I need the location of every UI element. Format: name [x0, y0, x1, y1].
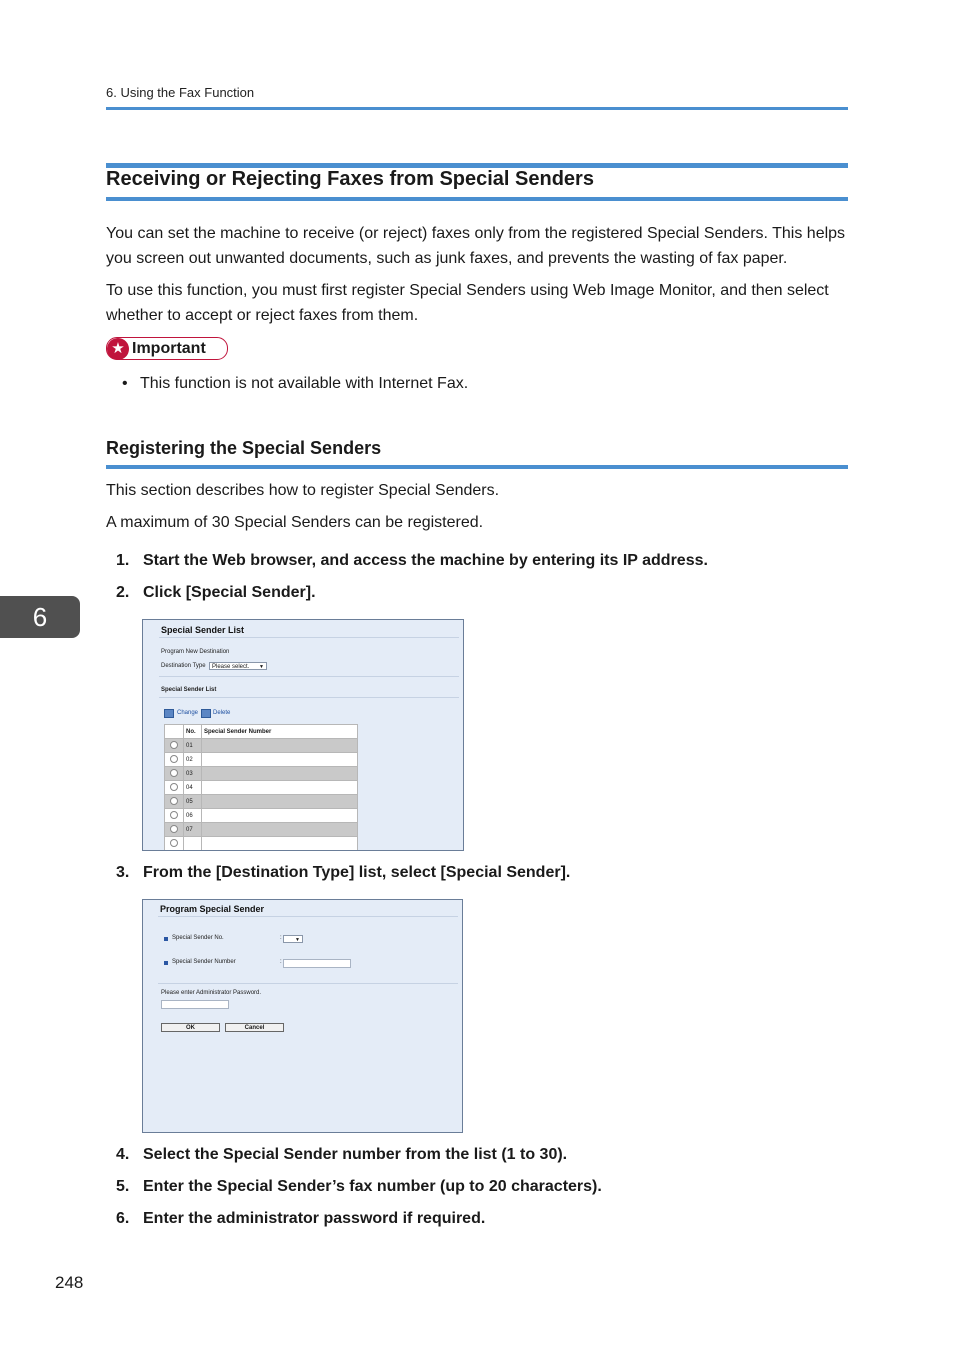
special-sender-list-screenshot [142, 619, 464, 851]
step-3 [116, 864, 570, 882]
screen-rule [159, 676, 459, 677]
step-6 [116, 1210, 485, 1228]
step-2 [116, 584, 316, 602]
special-sender-number-input[interactable] [283, 959, 351, 968]
step-4 [116, 1146, 567, 1164]
row-no: 01 [184, 739, 202, 753]
row-no: 03 [184, 767, 202, 781]
cancel-button[interactable]: Cancel [225, 1023, 284, 1032]
row-no: 07 [184, 823, 202, 837]
colon: : [280, 959, 282, 965]
program-new-label: Program New Destination [161, 649, 230, 655]
subsection-paragraph-1: This section describes how to register Special Senders. [106, 482, 500, 499]
table-row[interactable] [165, 837, 358, 851]
step-number: 2. [116, 584, 130, 601]
step-text: Select the Special Sender number from the list (1 to 30). [143, 1146, 568, 1163]
step-number: 3. [116, 864, 130, 881]
table-row[interactable] [165, 739, 358, 753]
special-sender-no-select[interactable] [283, 935, 303, 943]
list-heading: Special Sender List [161, 687, 217, 693]
row-radio[interactable] [170, 783, 178, 791]
colon: : [280, 935, 282, 941]
special-sender-number-label: Special Sender Number [172, 959, 236, 965]
table-row[interactable] [165, 781, 358, 795]
header-no: No. [184, 725, 202, 739]
usage-paragraph: To use this function, you must first register Special Senders using Web Image Monitor, and then select whether to accept or reject faxes from them. [106, 282, 829, 324]
important-note [122, 375, 468, 393]
row-radio[interactable] [170, 825, 178, 833]
screen-rule [159, 637, 459, 638]
important-label: Important [132, 340, 206, 357]
row-radio[interactable] [170, 839, 178, 847]
special-sender-table [164, 724, 358, 851]
step-text: Click [Special Sender]. [143, 584, 316, 601]
row-radio[interactable] [170, 811, 178, 819]
table-row[interactable] [165, 809, 358, 823]
screen-rule [159, 697, 459, 698]
admin-password-input[interactable] [161, 1000, 229, 1009]
special-sender-no-label: Special Sender No. [172, 935, 224, 941]
screen-rule [158, 916, 458, 917]
destination-type-value: Please select. [212, 664, 250, 670]
row-no: 05 [184, 795, 202, 809]
important-note-text: This function is not available with Internet Fax. [140, 375, 469, 392]
row-no: 02 [184, 753, 202, 767]
step-number: 5. [116, 1178, 130, 1195]
program-special-sender-screenshot [142, 899, 463, 1133]
subsection-paragraph-2: A maximum of 30 Special Senders can be registered. [106, 514, 484, 531]
table-row[interactable] [165, 767, 358, 781]
row-radio[interactable] [170, 769, 178, 777]
delete-icon[interactable] [201, 709, 211, 718]
step-number: 6. [116, 1210, 130, 1227]
intro-paragraph: You can set the machine to receive (or reject) faxes only from the registered Special Senders. This helps you screen out unwanted documents, such as junk faxes, and prevents the wasting of fax paper. [106, 225, 846, 267]
header-number: Special Sender Number [202, 725, 358, 739]
header-rule [106, 107, 848, 110]
step-5 [116, 1178, 602, 1196]
step-number: 4. [116, 1146, 130, 1163]
delete-link[interactable]: Delete [213, 710, 231, 716]
row-radio[interactable] [170, 741, 178, 749]
step-text: From the [Destination Type] list, select [Special Sender]. [143, 864, 571, 881]
chapter-tab: 6 [0, 596, 80, 638]
step-1 [116, 552, 708, 570]
step-text: Start the Web browser, and access the machine by entering its IP address. [143, 552, 708, 569]
row-no: 06 [184, 809, 202, 823]
change-icon[interactable] [164, 709, 174, 718]
bullet-icon: • [122, 375, 128, 392]
screen-title: Special Sender List [161, 625, 245, 635]
chevron-down-icon: ▼ [259, 664, 264, 670]
screen-rule [158, 983, 458, 984]
password-prompt: Please enter Administrator Password. [161, 990, 262, 996]
step-text: Enter the administrator password if required. [143, 1210, 486, 1227]
row-radio[interactable] [170, 797, 178, 805]
chevron-down-icon: ▼ [295, 937, 300, 943]
header-cell [165, 725, 184, 739]
subsection-title: Registering the Special Senders [106, 438, 382, 458]
destination-type-label: Destination Type [161, 663, 206, 669]
table-header [165, 725, 358, 739]
screen-title: Program Special Sender [160, 904, 265, 914]
change-link[interactable]: Change [177, 710, 199, 716]
star-icon: ★ [107, 338, 129, 360]
section-title: Receiving or Rejecting Faxes from Special Senders [106, 168, 594, 190]
row-radio[interactable] [170, 755, 178, 763]
step-text: Enter the Special Sender’s fax number (up to 20 characters). [143, 1178, 602, 1195]
field-bullet-icon [164, 937, 168, 941]
table-row[interactable] [165, 823, 358, 837]
ok-button[interactable]: OK [161, 1023, 220, 1032]
table-row[interactable] [165, 795, 358, 809]
field-bullet-icon [164, 961, 168, 965]
destination-type-select[interactable] [209, 662, 267, 670]
running-header: 6. Using the Fax Function [106, 85, 255, 100]
heading-rule-bottom [106, 197, 848, 201]
row-no: 04 [184, 781, 202, 795]
important-badge [106, 337, 228, 360]
subsection-rule [106, 465, 848, 469]
step-number: 1. [116, 552, 130, 569]
table-row[interactable] [165, 753, 358, 767]
page-number: 248 [55, 1273, 84, 1292]
